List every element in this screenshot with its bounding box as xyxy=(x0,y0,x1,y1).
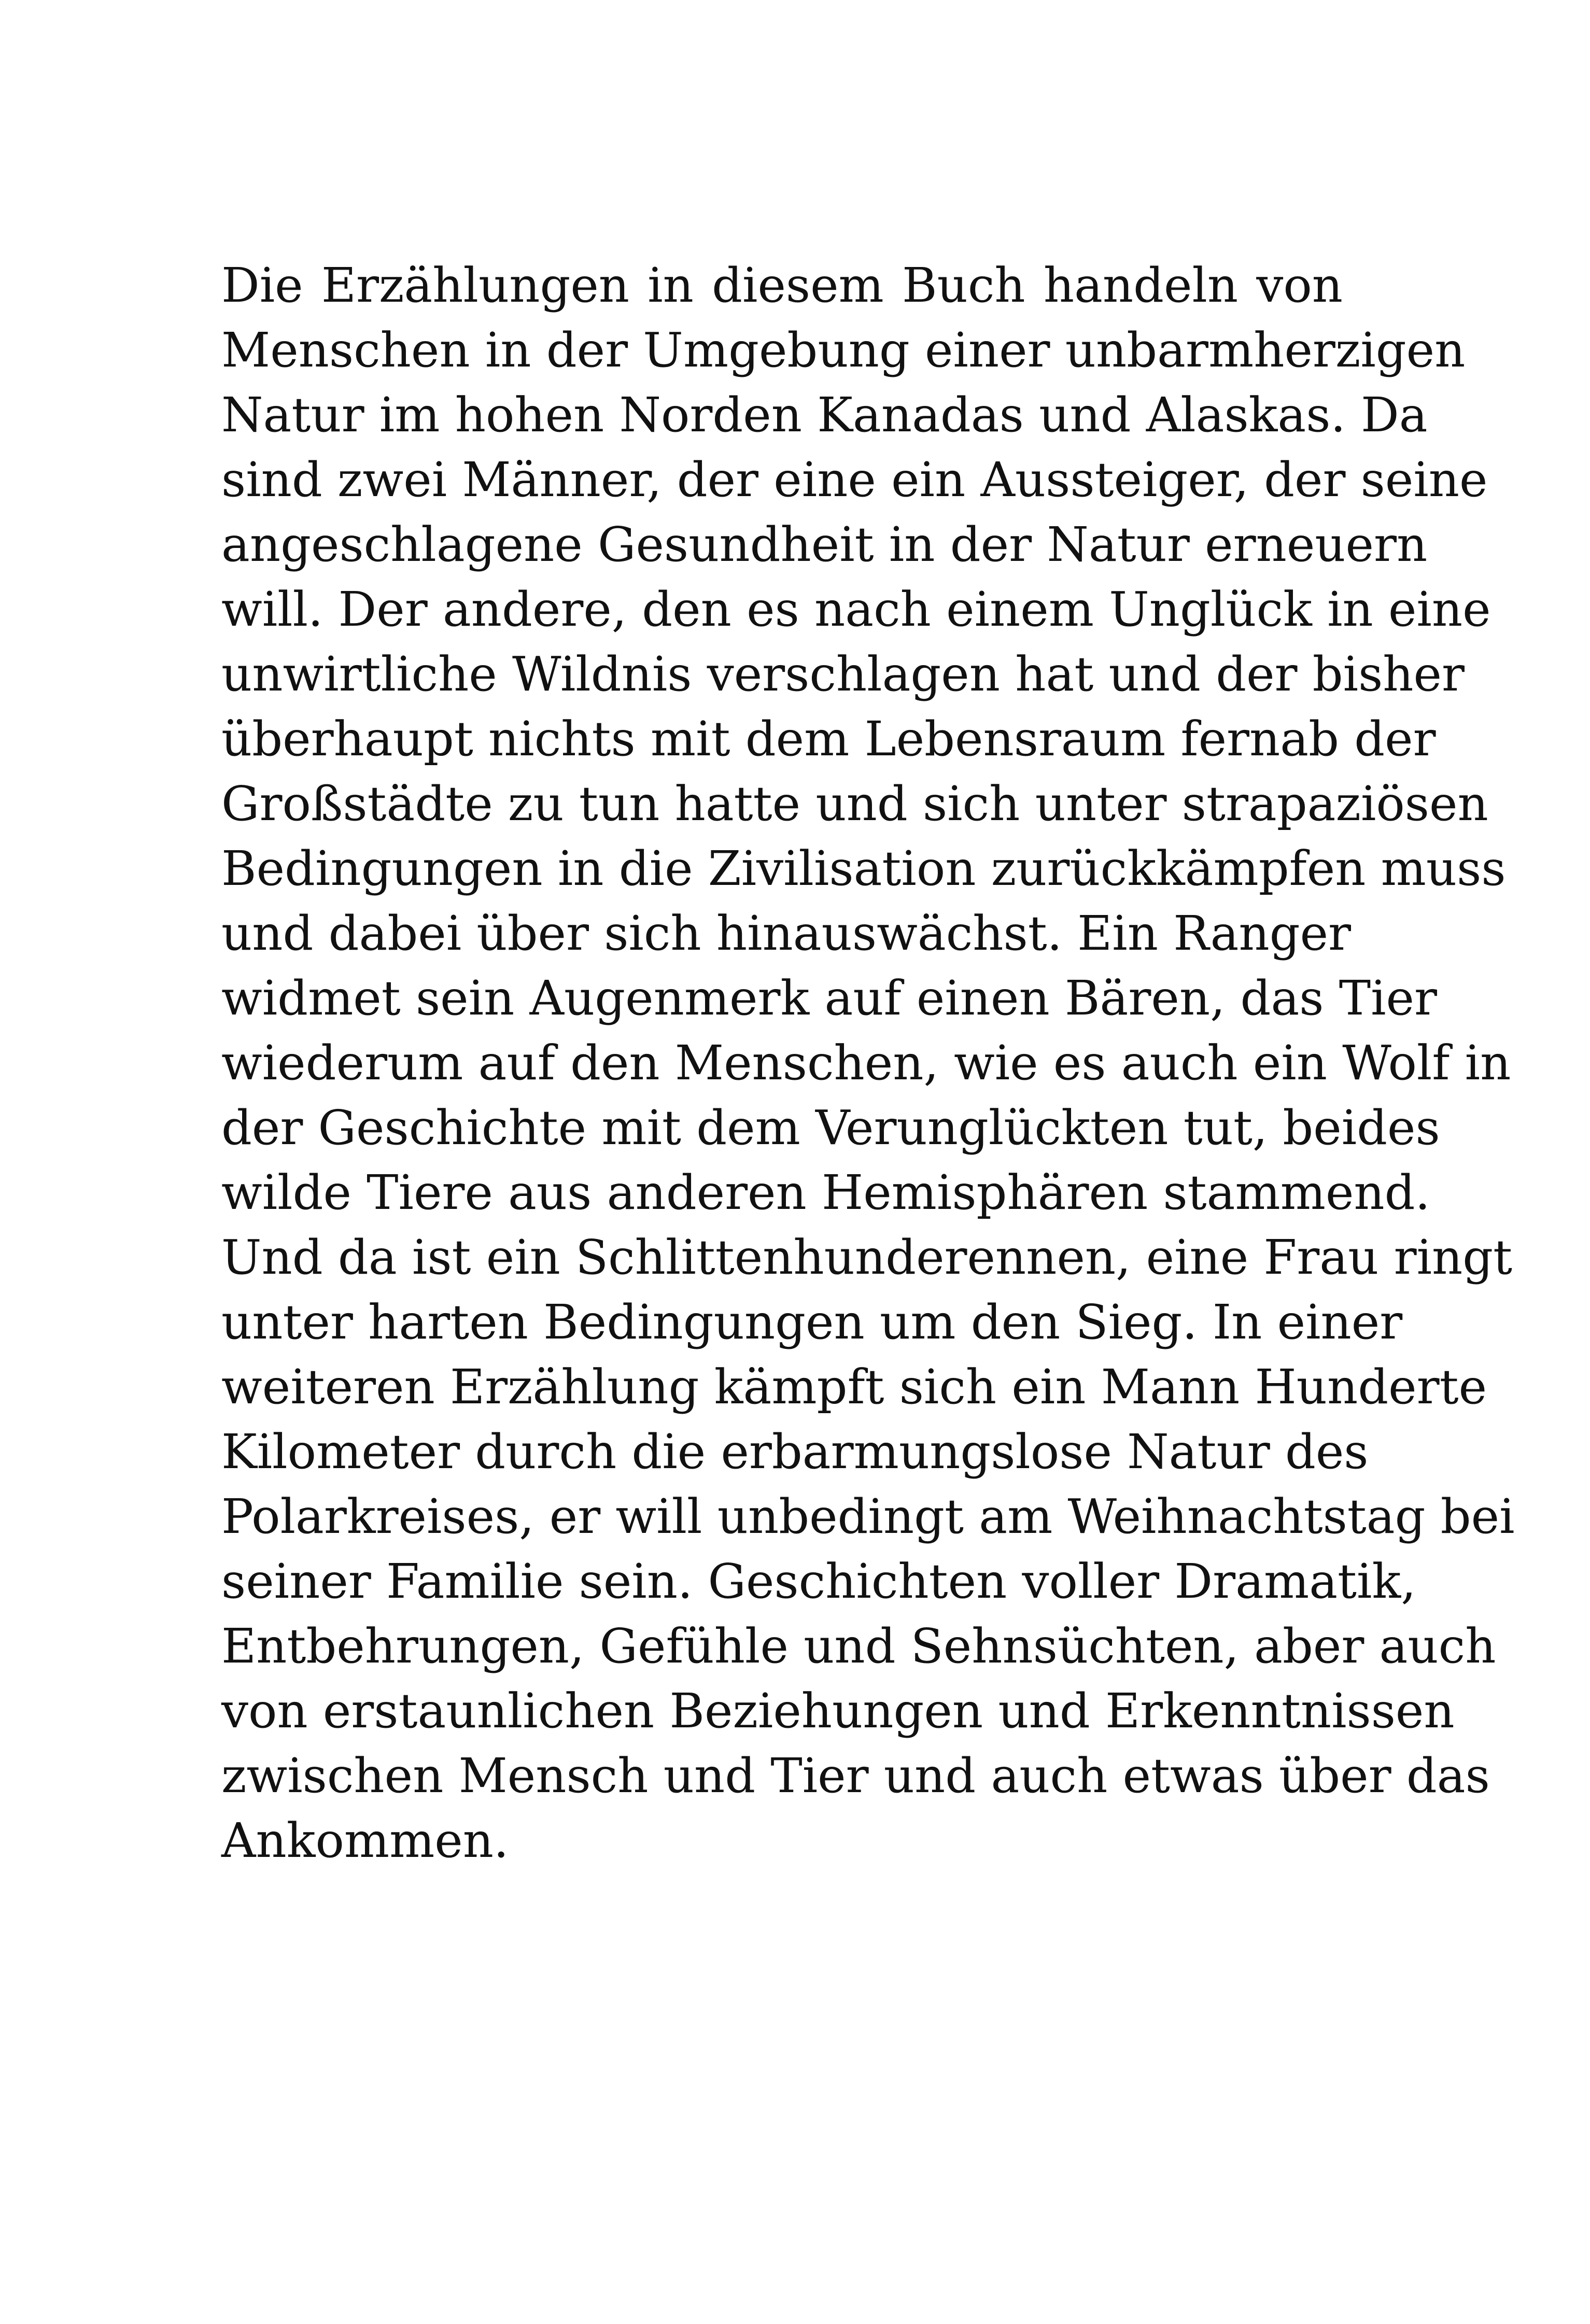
text-line: wilde Tiere aus anderen Hemisphären stammend. xyxy=(221,1165,1430,1220)
text-line: und dabei über sich hinauswächst. Ein Ranger xyxy=(221,906,1352,961)
text-line: Natur im hohen Norden Kanadas und Alaskas. Da xyxy=(221,387,1428,443)
text-line: von erstaunlichen Beziehungen und Erkenntnissen xyxy=(221,1683,1455,1739)
blurb-paragraph xyxy=(221,253,1515,1873)
text-line: Kilometer durch die erbarmungslose Natur des xyxy=(221,1424,1369,1480)
text-line: unwirtliche Wildnis verschlagen hat und der bisher xyxy=(221,646,1465,702)
text-line: unter harten Bedingungen um den Sieg. In einer xyxy=(221,1294,1403,1350)
text-line: Entbehrungen, Gefühle und Sehnsüchten, aber auch xyxy=(221,1618,1496,1674)
text-line: zwischen Mensch und Tier und auch etwas über das xyxy=(221,1748,1490,1804)
text-line: Die Erzählungen in diesem Buch handeln von xyxy=(221,258,1343,313)
text-line: wiederum auf den Menschen, wie es auch ein Wolf in xyxy=(221,1035,1511,1091)
text-line: Großstädte zu tun hatte und sich unter strapaziösen xyxy=(221,776,1488,832)
text-line: Bedingungen in die Zivilisation zurückkämpfen muss xyxy=(221,841,1506,896)
text-line: widmet sein Augenmerk auf einen Bären, das Tier xyxy=(221,970,1437,1026)
text-line: angeschlagene Gesundheit in der Natur erneuern xyxy=(221,517,1428,572)
text-line: der Geschichte mit dem Verunglückten tut, beides xyxy=(221,1100,1440,1156)
text-line: Und da ist ein Schlittenhunderennen, eine Frau ringt xyxy=(221,1230,1513,1285)
text-line: Menschen in der Umgebung einer unbarmherzigen xyxy=(221,322,1466,378)
text-line: weiteren Erzählung kämpft sich ein Mann Hunderte xyxy=(221,1359,1487,1415)
text-line: Polarkreises, er will unbedingt am Weihnachtstag bei xyxy=(221,1489,1515,1544)
text-line: seiner Familie sein. Geschichten voller Dramatik, xyxy=(221,1554,1416,1609)
text-line: überhaupt nichts mit dem Lebensraum fernab der xyxy=(221,711,1436,767)
text-line: will. Der andere, den es nach einem Unglück in eine xyxy=(221,582,1491,637)
text-line-last: Ankommen. xyxy=(221,1813,509,1868)
text-line: sind zwei Männer, der eine ein Aussteiger, der seine xyxy=(221,452,1488,508)
